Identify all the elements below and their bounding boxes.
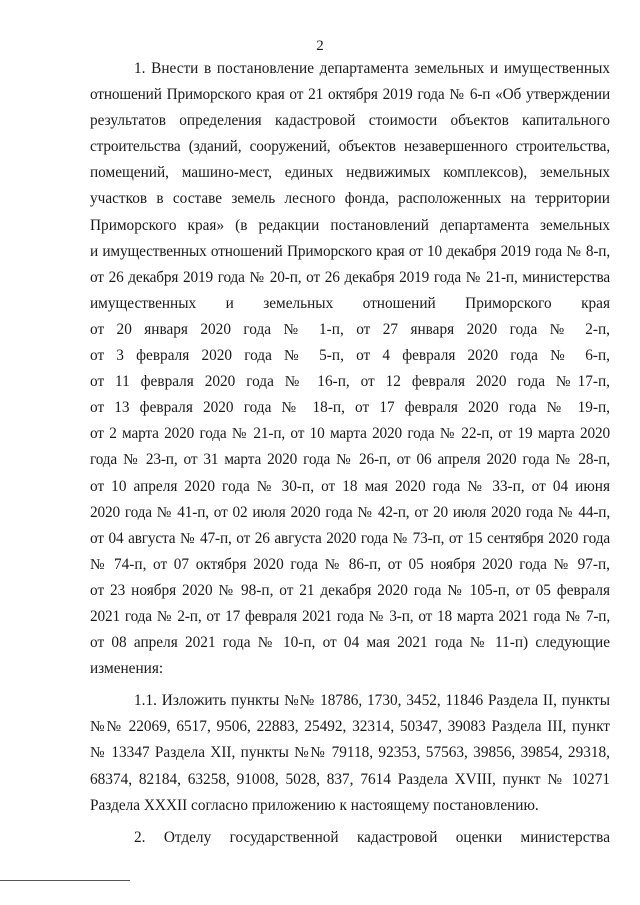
text-line: помещений, машино-мест, единых недвижимых комплексов), земельных <box>90 164 610 182</box>
text-line: № 13347 Раздела XII, пункты №№ 79118, 92353, 57563, 39856, 39854, 29318, <box>90 744 610 762</box>
footnote-rule <box>0 880 130 881</box>
paragraph-1-1 <box>90 688 610 818</box>
text-line: от 11 февраля 2020 года № 16-п, от 12 февраля 2020 года №17-п, <box>90 373 610 391</box>
text-line: Раздела XXXII согласно приложению к настоящему постановлению. <box>90 796 539 814</box>
text-line: и имущественных отношений Приморского края от 10 декабря 2019 года № 8-п, <box>90 242 610 260</box>
text-line: имущественных и земельных отношений Приморского края <box>90 294 610 312</box>
text-line: от 23 ноября 2020 № 98-п, от 21 декабря 2020 года № 105-п, от 05 февраля <box>90 581 610 599</box>
text-line: от 04 августа № 47-п, от 26 августа 2020 года № 73-п, от 15 сентября 2020 года <box>90 529 610 547</box>
text-line: изменения: <box>90 660 164 678</box>
text-line: от 13 февраля 2020 года № 18-п, от 17 февраля 2020 года № 19-п, <box>90 399 610 417</box>
text-line: от 2 марта 2020 года № 21-п, от 10 марта 2020 года № 22-п, от 19 марта 2020 <box>90 425 610 443</box>
text-line: отношений Приморского края от 21 октября 2019 года № 6-п «Об утверждении <box>90 86 610 104</box>
text-line: Приморского края» (в редакции постановлений департамента земельных <box>90 216 610 234</box>
page-number: 2 <box>316 38 324 54</box>
text-line: 2021 года № 2-п, от 17 февраля 2021 года № 3-п, от 18 марта 2021 года № 7-п, <box>90 607 610 625</box>
text-line: от 10 апреля 2020 года № 30-п, от 18 мая 2020 года № 33-п, от 04 июня <box>90 477 610 495</box>
text-line: 2. Отделу государственной кадастровой оценки министерства <box>134 828 610 846</box>
paragraph-1 <box>90 56 610 682</box>
text-line: строительства (зданий, сооружений, объектов незавершенного строительства, <box>90 138 610 156</box>
text-line: от 20 января 2020 года № 1-п, от 27 января 2020 года № 2-п, <box>90 320 610 338</box>
text-line: 1. Внести в постановление департамента земельных и имущественных <box>134 60 610 77</box>
text-line: 68374, 82184, 63258, 91008, 5028, 837, 7614 Раздела XVIII, пункт № 10271 <box>90 770 610 788</box>
text-line: участков в составе земель лесного фонда, расположенных на территории <box>90 190 610 208</box>
text-line: от 3 февраля 2020 года № 5-п, от 4 февраля 2020 года № 6-п, <box>90 347 610 365</box>
text-line: года № 23-п, от 31 марта 2020 года № 26-п, от 06 апреля 2020 года № 28-п, <box>90 451 610 469</box>
text-line: №№ 22069, 6517, 9506, 22883, 25492, 32314, 50347, 39083 Раздела III, пункт <box>90 718 610 736</box>
paragraph-2 <box>90 825 610 851</box>
text-line: от 08 апреля 2021 года № 10-п, от 04 мая 2021 года № 11-п) следующие <box>90 634 610 652</box>
text-line: 2020 года № 41-п, от 02 июля 2020 года № 42-п, от 20 июля 2020 года № 44-п, <box>90 503 610 521</box>
text-line: от 26 декабря 2019 года № 20-п, от 26 декабря 2019 года № 21-п, министерства <box>90 268 610 286</box>
text-line: № 74-п, от 07 октября 2020 года № 86-п, от 05 ноября 2020 года № 97-п, <box>90 555 610 573</box>
text-line: 1.1. Изложить пункты №№ 18786, 1730, 3452, 11846 Раздела II, пункты <box>134 692 610 710</box>
document-body <box>90 56 610 851</box>
text-line: результатов определения кадастровой стоимости объектов капитального <box>90 112 610 130</box>
